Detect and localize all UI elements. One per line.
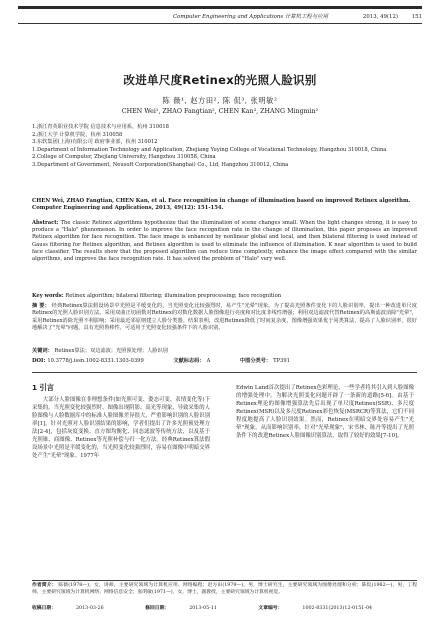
footnote-rule [32,580,417,581]
section-divider [32,372,417,373]
keywords-label: Key words: [32,293,64,299]
citation: CHEN Wei, ZHAO Fangtian, CHEN Kan, et al. Face recognition in change of illumination based on improved Retinex algorithm. Computer Engineering and Applications, 2013, 49(12): 151-154. [32,198,411,212]
abstract-text: The classic Retinex algorithms hypothesize that the illumination of scene changes small. When the light changes strong, it is easy to produce a "Halo" phenomenon. In order to improve the face recognition rate in the change of illumination, this paper proposes an improved Retinex algorithm for face recognition. The face image is enhanced by nonlinear global and local, and then bilateral filtering is used instead of Gauss filtering for Retinex algorithm, and Retinex algorithm is used to eliminate the influence of illumination. K near algorithm is used to build face classifier. The results show that the proposed algorithm can reduce time complexity, enhance the image effect compared with the similar algorithms, and improve the face recognition rate. It has solved the problem of "Halo" very well. [32,220,418,263]
footnote-text: 陈薇(1978—)，女，讲师，主要研究领域为计算机应用、网络编程；赵方田(1979—)，男，博士研究生，主要研究领域为图像处理和分析；陈侃(1982—)，男，工程师，主要研究领域为计算机网络、网络信息安全；张明敏(1971—)，女，博士，副教授，主要研究领域为计算机视觉。 [32,583,417,595]
keywords-text-cn: Retinex算法；双边滤波；光照预处理；人脸识别 [54,348,168,354]
issue-info: 2013, 49(12) [362,14,398,20]
affiliation-line: 2.浙江大学 计算机学院，杭州 310058 [32,131,123,138]
body-paragraph: Edwin Land首次提出了Retinex色彩理论，一些学者将其引入到人脸图像的增强处理中，为解决光照变化问题开辟了一条新的道路[5-6]。由基于Retinex理论的图像增强算法先后出现了单尺度Retinex(SSR)、多尺度Retinex(MSR)以及多尺度Retinex彩色恢复(MSRCR)等算法，它们不同程度地提高了人脸识别效果。然而，Retinex在明暗交界处容易产生"光晕"现象，从而影响识别率，针对"光晕现象"，宋书林、陈丹等提出了光照条件下的改进Retinex人脸图像识别算法，取得了较好的效果[7-10]。 [236,385,414,439]
doc-id-label: 文献标志码： [173,358,205,364]
abstract-label: Abstract: [32,220,59,226]
affiliation-line: 2.College of Computer, Zhejiang University, Hangzhou 310058, China [32,154,216,161]
running-header [18,12,422,22]
abstract-text-cn: 经典Retinex算法假设场景中光照是平缓变化的，当光照变化比较强烈时，易产生"光晕"现象。为了提高光照条件变化下的人脸识别率，提出一种改进单尺度Retinex的光照人脸识别方法。采用双曲正切函数对Retinex的对数化数据人脸图像进行亮度和对比度非线性增强；利用双边滤波代替Retinex的高斯滤波消除"光晕"，采用Retinex消除光照不利影响；采用最近邻原则建立人脸分类器。结果表明，改进Retinex降低了时间复杂度，图像增强效果优于同类算法，提高了人脸识别率，很好地解决了"光晕"问题，具有光照鲁棒性，可适用于光照变化较强条件下的人脸识别。 [32,303,417,332]
affiliation-line: 3.Department of Government, Neusoft Corporation(Shanghai) Co., Ltd, Hangzhou 310012, China [32,161,289,168]
abstract-chinese [32,303,417,333]
body-column-right [236,384,414,440]
clc-value: TP391 [273,358,290,364]
revised-label: 修回日期： [145,605,170,611]
header-rule [18,23,422,24]
received-label: 收稿日期： [32,605,56,611]
affiliations [32,124,417,170]
author-bio-footnote [32,582,417,596]
article-code: 1002-8331(2013)12-0151-04 [302,606,373,611]
revised-entry [145,606,237,611]
doi-entry [32,358,158,364]
paper-title: 改进单尺度Retinex的光照人脸识别 [123,73,317,87]
header-rule-thick [18,6,422,9]
submission-dates [32,605,417,613]
authors-chinese: 陈 薇¹, 赵方田², 陈 侃³, 张明敏² [162,96,278,105]
doi-label: DOI: [32,358,46,364]
article-code-label: 文章编号： [258,605,283,611]
authors-english: CHEN Wei¹, ZHAO Fangtian², CHEN Kan³, ZHANG Mingmin² [121,108,319,115]
affiliation-line: 1.浙江育英职业技术学院 信息技术与应用系，杭州 310018 [32,124,169,130]
affiliation-line: 1.Department of Information Technology and Application, Zhejiang Yuying College of Vocational Technology, Hangzhou 310018, China [32,146,387,153]
affiliation-line: 3.东软集团(上海)有限公司 政府事业部，杭州 310012 [32,139,158,146]
received-entry [32,606,124,611]
footnote-label: 作者简介： [32,582,57,588]
section-heading: 1 引言 [32,383,54,392]
received-date: 2013-03-26 [76,606,104,611]
keywords-label-cn: 关键词： [32,348,53,354]
article-code-entry [258,606,392,611]
abstract-label-cn: 摘 要： [32,303,50,309]
keywords-english [32,293,417,300]
keywords-text: Retinex algorithm; bilateral filtering; illumination preprocessing; face recognition [65,293,282,299]
abstract-english [32,220,417,263]
keywords-chinese [32,348,417,355]
clc-label: 中图分类号： [239,358,272,364]
document-info [32,358,417,365]
clc-entry [240,358,304,364]
page-number: 151 [411,14,422,20]
journal-name: Computer Engineering and Applications 计算机工程与应用 [173,14,328,20]
body-column-left [32,384,210,460]
body-paragraph: 大部分人脸图像在非理想条件(如光照可变、姿态可变、表情变化等)下采集的，当光照变化较强烈时，图像出现阴影、高光等现象，导致采集的人脸图像与人脸数据库中的标准人脸图像差异很大，严重影响识别的人脸识别率[1]。针对光照对人脸识别结果的影响，学者们提出了许多光照预处理方法[2-4]，包括灰度变换、直方图均衡化、同态滤波等传统方法，以及基于光照锥、商图像、Retinex等光照补偿与归一化方法。经典Retinex算法假设场景中光照是平缓变化的，当光照变化较强烈时，容易在图像中明暗交界处产生"光晕"现象。1977年 [32,397,210,459]
revised-date: 2013-05-11 [189,606,217,611]
doc-id-value: A [206,358,211,364]
doc-id-entry [173,358,224,364]
doi-value: 10.3778/j.issn.1002-8331.1303-0399 [47,358,144,364]
